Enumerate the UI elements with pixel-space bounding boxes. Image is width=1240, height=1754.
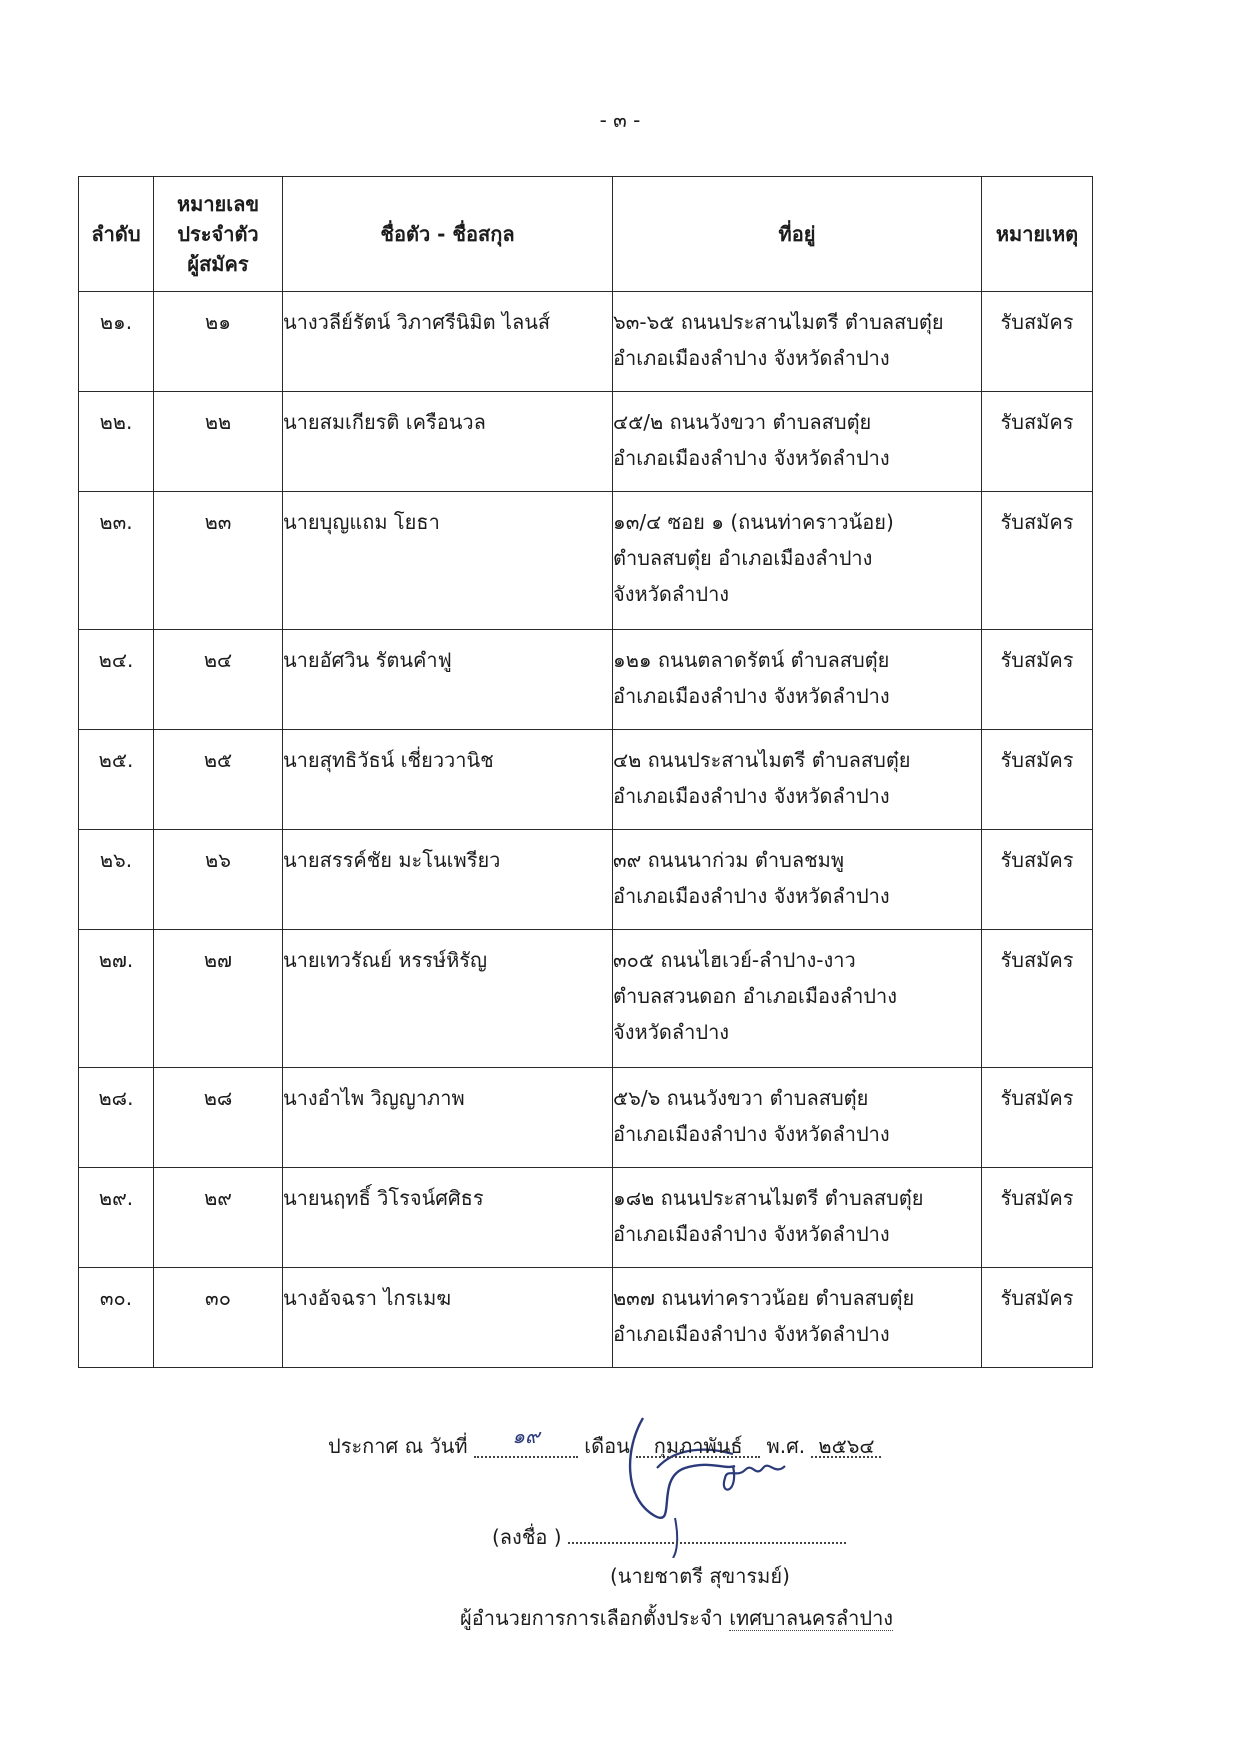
- month-field: [636, 1430, 760, 1458]
- cell-remark: รับสมัคร: [982, 392, 1093, 492]
- address-line: ตำบลสวนดอก อำเภอเมืองลำปาง: [613, 984, 897, 1008]
- cell-candidate-number: ๒๖: [154, 830, 283, 930]
- cell-candidate-number: ๒๔: [154, 630, 283, 730]
- table-row: [79, 492, 1093, 630]
- cell-order: ๒๗.: [79, 930, 154, 1068]
- cell-order: ๒๑.: [79, 292, 154, 392]
- address-line: อำเภอเมืองลำปาง จังหวัดลำปาง: [613, 1122, 890, 1146]
- cell-address: [613, 1068, 982, 1168]
- address-line: อำเภอเมืองลำปาง จังหวัดลำปาง: [613, 1322, 890, 1346]
- cell-address: [613, 1268, 982, 1368]
- address-line: อำเภอเมืองลำปาง จังหวัดลำปาง: [613, 684, 890, 708]
- header-number-line: หมายเลข: [176, 192, 260, 216]
- address-line: อำเภอเมืองลำปาง จังหวัดลำปาง: [613, 1222, 890, 1246]
- cell-address: [613, 730, 982, 830]
- cell-remark: รับสมัคร: [982, 730, 1093, 830]
- cell-name: นางอำไพ วิญญาภาพ: [283, 1068, 613, 1168]
- cell-remark: รับสมัคร: [982, 1068, 1093, 1168]
- signer-title: [460, 1602, 893, 1634]
- cell-candidate-number: ๒๙: [154, 1168, 283, 1268]
- address-line: อำเภอเมืองลำปาง จังหวัดลำปาง: [613, 884, 890, 908]
- address-line: ๕๖/๖ ถนนวังขวา ตำบลสบตุ๋ย: [613, 1086, 869, 1110]
- table-row: [79, 1168, 1093, 1268]
- cell-address: [613, 1168, 982, 1268]
- header-remark: หมายเหตุ: [982, 177, 1093, 292]
- table-row: [79, 730, 1093, 830]
- address-line: ๔๕/๒ ถนนวังขวา ตำบลสบตุ๋ย: [613, 410, 872, 434]
- table-row: [79, 830, 1093, 930]
- cell-remark: รับสมัคร: [982, 292, 1093, 392]
- announce-prefix: ประกาศ ณ วันที่: [328, 1434, 468, 1458]
- cell-address: [613, 930, 982, 1068]
- cell-order: ๓๐.: [79, 1268, 154, 1368]
- page-number: - ๓ -: [599, 108, 641, 132]
- cell-candidate-number: ๒๑: [154, 292, 283, 392]
- cell-address: [613, 630, 982, 730]
- table-row: [79, 1268, 1093, 1368]
- day-field: [474, 1424, 578, 1458]
- table-row: [79, 630, 1093, 730]
- address-line: ตำบลสบตุ๋ย อำเภอเมืองลำปาง: [613, 546, 873, 570]
- table-header-row: [79, 177, 1093, 292]
- cell-order: ๒๓.: [79, 492, 154, 630]
- address-line: อำเภอเมืองลำปาง จังหวัดลำปาง: [613, 784, 890, 808]
- address-line: ๓๐๕ ถนนไฮเวย์-ลำปาง-งาว: [613, 948, 856, 972]
- candidate-table: [78, 176, 1093, 1368]
- cell-order: ๒๕.: [79, 730, 154, 830]
- address-line: ๑๒๑ ถนนตลาดรัตน์ ตำบลสบตุ๋ย: [613, 648, 890, 672]
- cell-address: [613, 830, 982, 930]
- cell-name: นายสรรค์ชัย มะโนเพรียว: [283, 830, 613, 930]
- cell-order: ๒๙.: [79, 1168, 154, 1268]
- year-field: [811, 1430, 881, 1458]
- table-row: [79, 930, 1093, 1068]
- address-line: ๔๒ ถนนประสานไมตรี ตำบลสบตุ๋ย: [613, 748, 911, 772]
- day-value: ๑๙: [512, 1424, 540, 1448]
- signer-title-prefix: ผู้อำนวยการการเลือกตั้งประจำ: [460, 1606, 723, 1630]
- cell-name: นายเทวรัณย์ หรรษ์หิรัญ: [283, 930, 613, 1068]
- cell-order: ๒๘.: [79, 1068, 154, 1168]
- cell-remark: รับสมัคร: [982, 830, 1093, 930]
- cell-remark: รับสมัคร: [982, 492, 1093, 630]
- address-line: ๓๙ ถนนนาก่วม ตำบลชมพู: [613, 848, 845, 872]
- signature-line: [492, 1516, 846, 1553]
- address-line: จังหวัดลำปาง: [613, 1020, 730, 1044]
- cell-address: [613, 292, 982, 392]
- cell-name: นายสุทธิวัธน์ เชี่ยววานิช: [283, 730, 613, 830]
- address-line: อำเภอเมืองลำปาง จังหวัดลำปาง: [613, 446, 890, 470]
- header-order: ลำดับ: [79, 177, 154, 292]
- header-number-line: ผู้สมัคร: [187, 252, 249, 276]
- cell-order: ๒๔.: [79, 630, 154, 730]
- month-label: เดือน: [584, 1434, 630, 1458]
- table-row: [79, 1068, 1093, 1168]
- cell-remark: รับสมัคร: [982, 930, 1093, 1068]
- cell-name: นายนฤทธิ์ วิโรจน์ศศิธร: [283, 1168, 613, 1268]
- cell-address: [613, 392, 982, 492]
- signer-title-org: เทศบาลนครลำปาง: [729, 1606, 894, 1630]
- address-line: ๒๓๗ ถนนท่าคราวน้อย ตำบลสบตุ๋ย: [613, 1286, 915, 1310]
- cell-candidate-number: ๒๕: [154, 730, 283, 830]
- cell-name: นายสมเกียรติ เครือนวล: [283, 392, 613, 492]
- address-line: จังหวัดลำปาง: [613, 582, 730, 606]
- year-value: ๒๕๖๔: [818, 1434, 875, 1458]
- address-line: ๑๓/๔ ซอย ๑ (ถนนท่าคราวน้อย): [613, 510, 894, 534]
- announcement-date-line: [328, 1424, 881, 1462]
- signature-field: [568, 1516, 846, 1544]
- cell-candidate-number: ๒๘: [154, 1068, 283, 1168]
- cell-name: นางอัจฉรา ไกรเมฆ: [283, 1268, 613, 1368]
- cell-address: [613, 492, 982, 630]
- sign-label: (ลงชื่อ ): [492, 1525, 562, 1549]
- cell-candidate-number: ๒๓: [154, 492, 283, 630]
- cell-name: นางวลีย์รัตน์ วิภาศรีนิมิต ไลนส์: [283, 292, 613, 392]
- cell-remark: รับสมัคร: [982, 1168, 1093, 1268]
- cell-candidate-number: ๒๒: [154, 392, 283, 492]
- cell-remark: รับสมัคร: [982, 630, 1093, 730]
- header-candidate-number: [154, 177, 283, 292]
- signer-name: (นายชาตรี สุขารมย์): [610, 1564, 790, 1588]
- month-value: กุมภาพันธ์: [653, 1434, 743, 1458]
- header-name: ชื่อตัว - ชื่อสกุล: [283, 177, 613, 292]
- table-row: [79, 392, 1093, 492]
- cell-name: นายบุญแถม โยธา: [283, 492, 613, 630]
- cell-name: นายอัศวิน รัตนคำฟู: [283, 630, 613, 730]
- address-line: ๖๓-๖๕ ถนนประสานไมตรี ตำบลสบตุ๋ย: [613, 310, 944, 334]
- table-row: [79, 292, 1093, 392]
- header-address: ที่อยู่: [613, 177, 982, 292]
- year-label: พ.ศ.: [766, 1434, 806, 1458]
- address-line: อำเภอเมืองลำปาง จังหวัดลำปาง: [613, 346, 890, 370]
- cell-order: ๒๖.: [79, 830, 154, 930]
- address-line: ๑๘๒ ถนนประสานไมตรี ตำบลสบตุ๋ย: [613, 1186, 924, 1210]
- cell-remark: รับสมัคร: [982, 1268, 1093, 1368]
- cell-order: ๒๒.: [79, 392, 154, 492]
- cell-candidate-number: ๒๗: [154, 930, 283, 1068]
- header-number-line: ประจำตัว: [177, 222, 259, 246]
- cell-candidate-number: ๓๐: [154, 1268, 283, 1368]
